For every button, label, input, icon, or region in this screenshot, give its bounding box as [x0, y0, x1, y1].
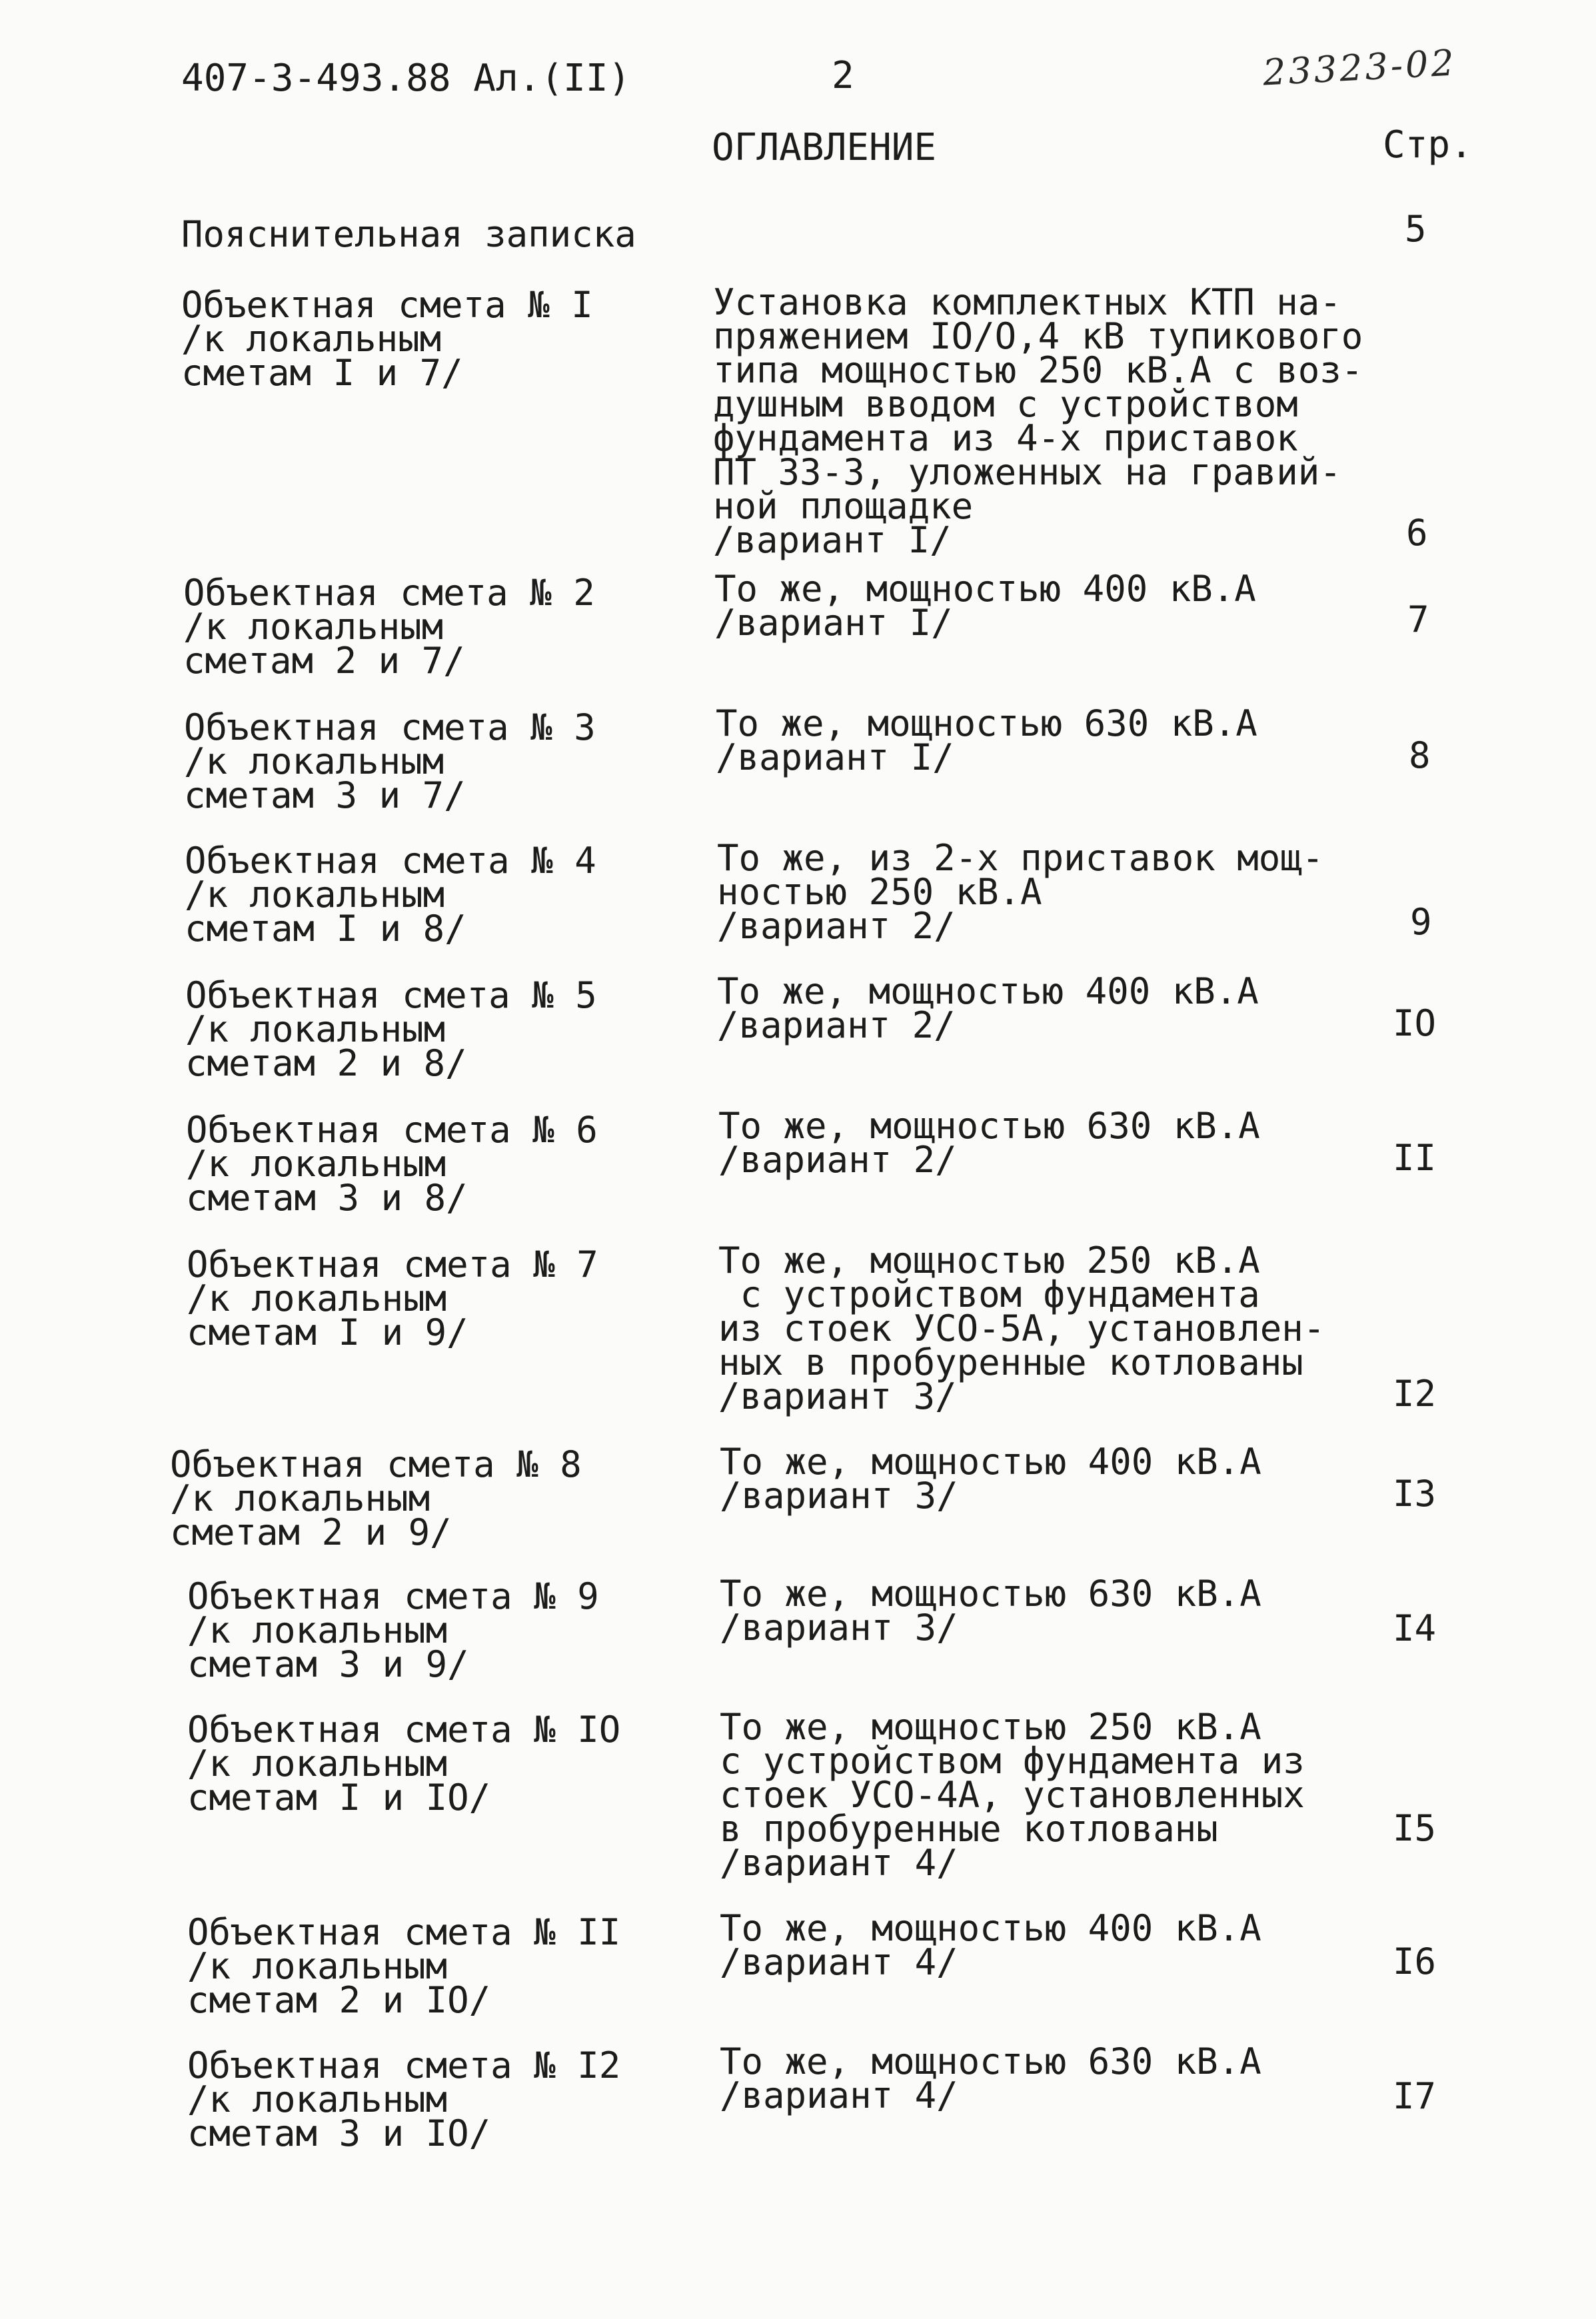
entry-page: I3 [1393, 1473, 1437, 1515]
entry-page: I2 [1393, 1373, 1437, 1415]
entry-description: То же, мощностью 630 кВ.А /вариант 2/ [718, 1105, 1260, 1181]
entry-page: IO [1393, 1002, 1437, 1044]
entry-estimate: Объектная смета № 8 /к локальным сметам 2 и 9/ [170, 1443, 582, 1553]
entry-description: То же, из 2-х приставок мощ- ностью 250 кВ.А /вариант 2/ [717, 837, 1324, 947]
entry-description: То же, мощностью 250 кВ.А с устройством фундамента из стоек УСО-5А, установлен- ных в пробуренные котлованы /вариант 3/ [718, 1239, 1325, 1417]
entry-estimate: Объектная смета № I /к локальным сметам I и 7/ [181, 284, 593, 394]
entry-page: I7 [1393, 2075, 1437, 2117]
entry-description: То же, мощностью 250 кВ.А с устройством фундамента из стоек УСО-4А, установленных в пробуренные котлованы /вариант 4/ [720, 1706, 1305, 1884]
entry-title: Пояснительная записка [181, 213, 636, 255]
entry-estimate: Объектная смета № II /к локальным сметам 2 и IO/ [187, 1911, 621, 2021]
entry-description: То же, мощностью 400 кВ.А /вариант I/ [714, 568, 1256, 644]
entry-estimate: Объектная смета № 5 /к локальным сметам 2 и 8/ [185, 974, 597, 1084]
entry-page: I5 [1393, 1807, 1437, 1849]
entry-description: То же, мощностью 400 кВ.А /вариант 3/ [720, 1441, 1261, 1517]
entry-estimate: Объектная смета № 4 /к локальным сметам I и 8/ [185, 840, 596, 950]
entry-description: То же, мощностью 630 кВ.А /вариант 3/ [720, 1573, 1261, 1649]
handwritten-number: 23323-02 [1261, 41, 1458, 94]
entry-description: То же, мощностью 630 кВ.А /вариант 4/ [720, 2040, 1261, 2116]
entry-estimate: Объектная смета № 7 /к локальным сметам I и 9/ [187, 1243, 598, 1353]
entry-description: Установка комплектных КТП на- пряжением IO/O,4 кВ тупикового типа мощностью 250 кВ.А с воз- душным вводом с устройством фундамента из 4-х приставок ПТ 33-3, уложенных на гравий- ной площадке /вариант I/ [713, 281, 1363, 561]
entry-description: То же, мощностью 400 кВ.А /вариант 4/ [720, 1907, 1261, 1983]
entry-description: То же, мощностью 630 кВ.А /вариант I/ [716, 702, 1257, 778]
entry-page: 9 [1410, 901, 1432, 943]
entry-estimate: Объектная смета № 6 /к локальным сметам 3 и 8/ [186, 1109, 598, 1219]
entry-description: То же, мощностью 400 кВ.А /вариант 2/ [717, 970, 1259, 1046]
entry-estimate: Объектная смета № 3 /к локальным сметам 3 и 7/ [184, 706, 596, 816]
entry-estimate: Объектная смета № I2 /к локальным сметам 3 и IO/ [187, 2044, 621, 2154]
entry-page: 8 [1409, 734, 1431, 776]
document-code: 407-3-493.88 Ал.(II) [181, 57, 631, 100]
page-number: 2 [832, 54, 854, 97]
entry-page: 5 [1405, 208, 1427, 250]
page-column-label: Стр. [1383, 123, 1473, 167]
entry-estimate: Объектная смета № 2 /к локальным сметам 2 и 7/ [183, 572, 595, 682]
entry-page: I4 [1393, 1607, 1437, 1649]
entry-page: 6 [1406, 512, 1428, 554]
toc-title: ОГЛАВЛЕНИЕ [712, 126, 937, 169]
entry-estimate: Объектная смета № 9 /к локальным сметам 3 и 9/ [187, 1575, 599, 1685]
entry-page: II [1393, 1137, 1437, 1179]
entry-page: I6 [1393, 1940, 1437, 1982]
entry-estimate: Объектная смета № IO /к локальным сметам I и IO/ [187, 1709, 621, 1819]
entry-page: 7 [1407, 598, 1429, 640]
